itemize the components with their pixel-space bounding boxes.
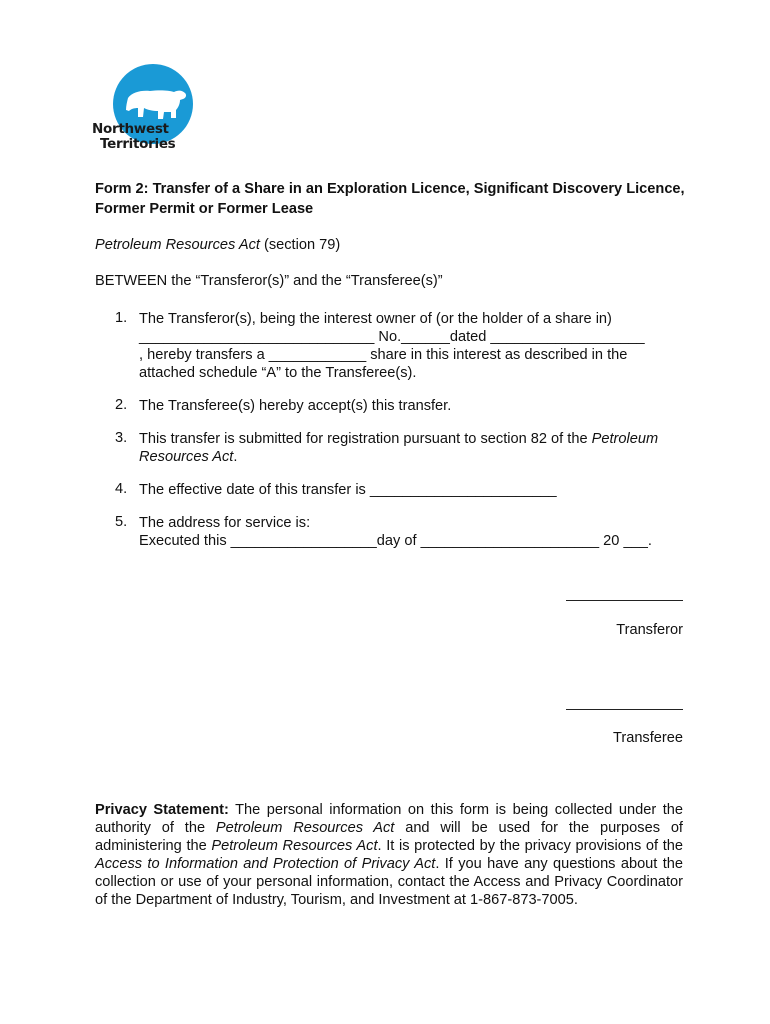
item-4: The effective date of this transfer is _______________________ xyxy=(139,482,557,498)
logo-line2: Territories xyxy=(100,136,176,152)
transferee-label: Transferee xyxy=(612,730,683,746)
privacy-text-4: . If you have any questions about the collection or use of your personal information, contact the Access and Privacy Coordinator of the Department of Industry, Tourism, and Investment at 1-867-873-7005. xyxy=(95,856,683,908)
item-2-number: 2. xyxy=(115,397,128,413)
item-5-line1: The address for service is: xyxy=(139,515,311,531)
item-3-act-a: Petroleum xyxy=(591,431,659,447)
privacy-heading: Privacy Statement: xyxy=(95,802,229,818)
item-5 xyxy=(139,514,699,550)
item-3-text-a: This transfer is submitted for registration pursuant to section 82 of the xyxy=(139,431,592,447)
item-1-number: 1. xyxy=(115,310,128,326)
privacy-act-2: Petroleum Resources Act xyxy=(211,838,378,854)
item-1-line4: attached schedule “A” to the Transferee(s). xyxy=(139,365,417,381)
item-1-line1: The Transferor(s), being the interest owner of (or the holder of a share in) xyxy=(139,311,612,327)
privacy-text-3: . It is protected by the privacy provisions of the xyxy=(377,838,683,854)
item-2: The Transferee(s) hereby accept(s) this transfer. xyxy=(139,398,452,414)
transferor-signature-line[interactable] xyxy=(566,600,683,601)
transferor-label: Transferor xyxy=(616,622,683,638)
privacy-statement xyxy=(95,801,683,909)
item-3-text-b: . xyxy=(233,449,238,465)
item-3-number: 3. xyxy=(115,430,128,446)
form-title: Form 2: Transfer of a Share in an Exploration Licence, Significant Discovery Licence, Former Permit or Former Lease xyxy=(95,181,685,217)
privacy-text-1: The personal information on this form is being collected under the authority of the xyxy=(95,802,684,836)
privacy-text-2: and will be used for the purposes of administering the xyxy=(95,820,683,854)
logo-line1: Northwest xyxy=(92,121,169,137)
logo-wordmark xyxy=(92,122,175,152)
transferee-signature-line[interactable] xyxy=(566,709,683,710)
item-1-line2: _____________________________ No.______dated ___________________ xyxy=(139,329,645,345)
item-3 xyxy=(139,430,689,466)
privacy-act-3: Access to Information and Protection of Privacy Act xyxy=(95,856,436,872)
privacy-act-1: Petroleum Resources Act xyxy=(215,820,395,836)
act-reference xyxy=(95,237,340,253)
item-5-line2: Executed this __________________day of ______________________ 20 ___. xyxy=(139,533,652,549)
item-4-number: 4. xyxy=(115,481,128,497)
item-5-number: 5. xyxy=(115,514,128,530)
act-section: (section 79) xyxy=(259,237,341,253)
parties-line: BETWEEN the “Transferor(s)” and the “Transferee(s)” xyxy=(95,273,443,289)
item-1 xyxy=(139,310,699,382)
act-name: Petroleum Resources Act xyxy=(95,237,260,253)
item-3-act-b: Resources Act xyxy=(139,449,234,465)
item-1-line3: , hereby transfers a ____________ share in this interest as described in the xyxy=(139,347,628,363)
